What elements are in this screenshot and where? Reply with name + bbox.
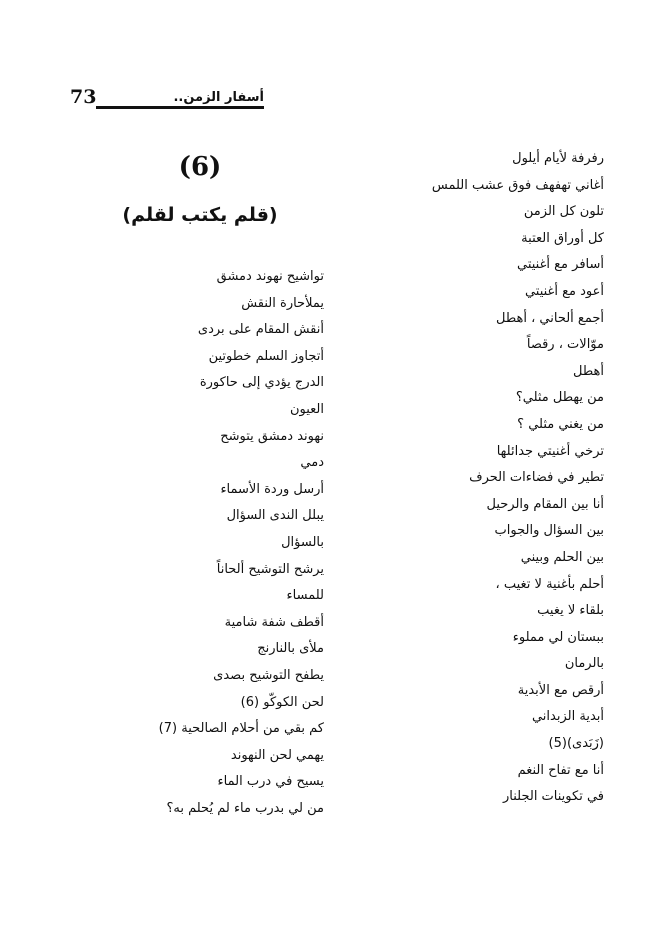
poem-line: بين السؤال والجواب xyxy=(494,523,604,539)
poem-line: ملأى بالنارنج xyxy=(257,641,324,657)
poem-line: أسافر مع أغنيتي xyxy=(516,257,604,273)
poem-line: أعود مع أغنيتي xyxy=(524,283,604,299)
poem-line: بين الحلم وبيني xyxy=(520,549,604,565)
poem-line: في تكوينات الجلنار xyxy=(503,789,604,805)
poem-line: يبلل الندى السؤال xyxy=(226,508,324,524)
page-header xyxy=(70,82,270,116)
poem-line: دمي xyxy=(300,455,324,471)
poem-title: (قلم يكتب لقلم) xyxy=(122,204,278,226)
poem-line: أهطل xyxy=(573,363,604,379)
poem-line: ببستان لي مملوء xyxy=(512,629,604,645)
running-title: أسفار الزمن.. xyxy=(173,90,264,105)
poem-left-column xyxy=(74,264,324,822)
poem-line: للمساء xyxy=(286,588,324,604)
poem-line: من لي بدرب ماء لم يُحلم به؟ xyxy=(166,800,324,816)
poem-line: كم بقي من أحلام الصالحية (7) xyxy=(158,721,324,737)
poem-line: العيون xyxy=(289,401,324,417)
poem-line: أرقص مع الأبدية xyxy=(517,682,604,698)
poem-line: (زَبَدى)(5) xyxy=(548,736,604,752)
poem-line: من يهطل مثلي؟ xyxy=(515,390,604,406)
poem-line: أحلم بأغنية لا تغيب ، xyxy=(495,576,604,592)
page-number: 73 xyxy=(70,86,97,108)
poem-line: موّالات ، رقصاً xyxy=(526,337,604,353)
poem-line: بالسؤال xyxy=(281,534,324,550)
poem-line: أنا بين المقام والرحيل xyxy=(486,496,604,512)
poem-line: يرشح التوشيح ألحاناً xyxy=(216,561,324,577)
poem-line: أقطف شفة شامية xyxy=(224,614,324,630)
poem-line: أتجاوز السلم خطوتين xyxy=(208,348,324,364)
poem-right-column xyxy=(344,146,604,811)
poem-line: تواشيح نهوند دمشق xyxy=(216,269,324,284)
poem-line: أنقش المقام على بردى xyxy=(197,322,324,338)
poem-line: ترخي أغنيتي جدائلها xyxy=(496,443,604,459)
poem-line: يسيح في درب الماء xyxy=(217,774,324,790)
poem-line: من يغني مثلي ؟ xyxy=(517,416,604,432)
poem-line: أنا مع تفاح النغم xyxy=(517,762,604,778)
poem-line: نهوند دمشق يتوشح xyxy=(220,428,324,444)
poem-line: أبدية الزبداني xyxy=(531,709,604,725)
poem-line: يملأحارة النقش xyxy=(241,295,324,311)
poem-line: أجمع ألحاني ، أهطل xyxy=(495,310,604,326)
poem-line: بالرمان xyxy=(564,656,604,672)
header-rule xyxy=(96,106,264,109)
poem-line: الدرج يؤدي إلى حاكورة xyxy=(199,375,324,391)
poem-line: أغاني تهفهف فوق عشب اللمس xyxy=(431,177,604,193)
poem-number: (6) xyxy=(178,152,222,182)
poem-line: تطير في فضاءات الحرف xyxy=(469,470,604,486)
poem-line: لحن الكوكّو (6) xyxy=(240,694,324,710)
poem-line: كل أوراق العتبة xyxy=(521,230,604,246)
poem-line: رفرفة لأيام أيلول xyxy=(512,151,604,166)
poem-line: تلون كل الزمن xyxy=(523,204,604,220)
poem-line: يهمي لحن النهوند xyxy=(230,747,324,763)
poem-line: بلقاء لا يغيب xyxy=(537,603,604,619)
poem-line: أرسل وردة الأسماء xyxy=(220,481,324,497)
poem-line: يطفح التوشيح بصدى xyxy=(213,667,324,683)
